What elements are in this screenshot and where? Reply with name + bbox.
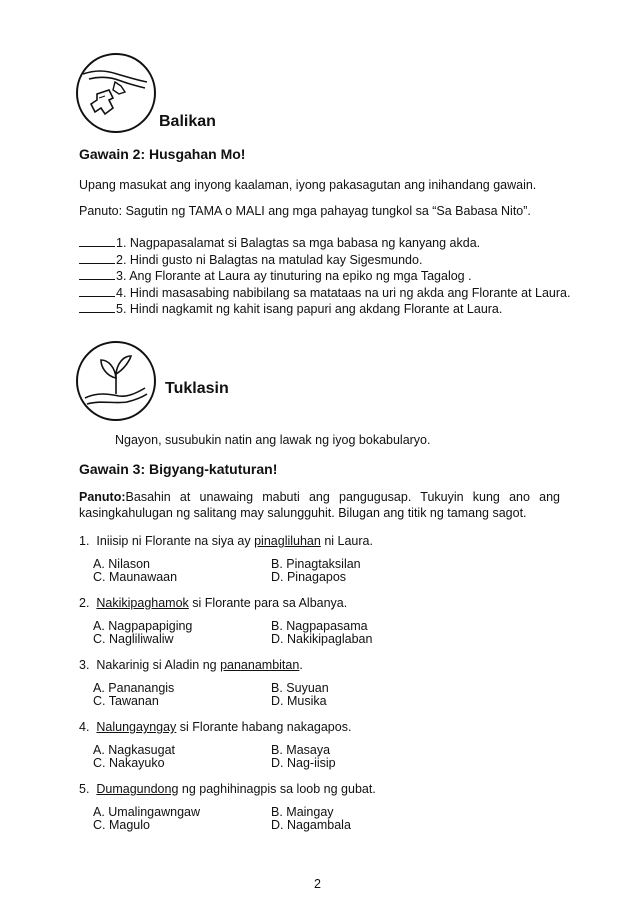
- choice-c[interactable]: C. Maunawaan: [93, 570, 178, 584]
- choice-d[interactable]: D. Nag-iisip: [271, 756, 336, 770]
- tuklasin-intro: Ngayon, susubukin natin ang lawak ng iyog bokabularyo.: [115, 433, 431, 447]
- choice-a[interactable]: A. Nagkasugat: [93, 743, 175, 757]
- statement-item: 4. Hindi masasabing nabibilang sa matataas na uri ng akda ang Florante at Laura.: [79, 285, 570, 302]
- statement-item: 3. Ang Florante at Laura ay tinuturing na epiko ng mga Tagalog .: [79, 268, 570, 285]
- statement-list: [79, 235, 570, 318]
- choice-a[interactable]: A. Nilason: [93, 557, 150, 571]
- gawain-2-title: Gawain 2: Husgahan Mo!: [79, 146, 246, 162]
- question-4: 4. Nalungayngay si Florante habang nakagapos.: [79, 720, 352, 734]
- gawain-3-title: Gawain 3: Bigyang-katuturan!: [79, 461, 278, 477]
- choice-b[interactable]: B. Masaya: [271, 743, 331, 757]
- answer-blank[interactable]: [79, 235, 115, 247]
- balikan-title: Balikan: [159, 113, 216, 130]
- underlined-word: Nakikipaghamok: [96, 596, 189, 610]
- choice-d[interactable]: D. Pinagapos: [271, 570, 347, 584]
- question-5: 5. Dumagundong ng paghihinagpis sa loob ng gubat.: [79, 782, 376, 796]
- underlined-word: Nalungayngay: [96, 720, 177, 734]
- choice-b[interactable]: B. Maingay: [271, 805, 334, 819]
- seedling-hand-icon: [75, 340, 157, 422]
- page-number: 2: [314, 877, 321, 891]
- balikan-intro: Upang masukat ang inyong kaalaman, iyong pakasagutan ang inihandang gawain.: [79, 178, 537, 192]
- underlined-word: Dumagundong: [96, 782, 179, 796]
- choice-d[interactable]: D. Nagambala: [271, 818, 351, 832]
- answer-blank[interactable]: [79, 252, 115, 264]
- statement-item: 2. Hindi gusto ni Balagtas na matulad kay Sigesmundo.: [79, 252, 570, 269]
- question-2: 2. Nakikipaghamok si Florante para sa Albanya.: [79, 596, 348, 610]
- choice-b[interactable]: B. Nagpapasama: [271, 619, 368, 633]
- choice-b[interactable]: B. Suyuan: [271, 681, 329, 695]
- choice-d[interactable]: D. Nakikipaglaban: [271, 632, 373, 646]
- choice-c[interactable]: C. Nagliliwaliw: [93, 632, 174, 646]
- answer-blank[interactable]: [79, 268, 115, 280]
- choice-a[interactable]: A. Umalingawngaw: [93, 805, 200, 819]
- underlined-word: pinagliluhan: [254, 534, 321, 548]
- puzzle-hand-icon: [75, 52, 157, 134]
- question-1: 1. Iniisip ni Florante na siya ay pinagliluhan ni Laura.: [79, 534, 373, 548]
- choice-a[interactable]: A. Pananangis: [93, 681, 175, 695]
- choice-a[interactable]: A. Nagpapapiging: [93, 619, 193, 633]
- tuklasin-title: Tuklasin: [165, 380, 229, 397]
- choice-c[interactable]: C. Tawanan: [93, 694, 159, 708]
- choice-d[interactable]: D. Musika: [271, 694, 327, 708]
- choice-c[interactable]: C. Magulo: [93, 818, 150, 832]
- statement-item: 1. Nagpapasalamat si Balagtas sa mga babasa ng kanyang akda.: [79, 235, 570, 252]
- tuklasin-panuto-line1: Panuto:Basahin at unawaing mabuti ang pangugusap. Tukuyin kung ano ang: [79, 490, 560, 504]
- balikan-panuto: Panuto: Sagutin ng TAMA o MALI ang mga pahayag tungkol sa “Sa Babasa Nito”.: [79, 204, 531, 218]
- panuto-label: Panuto:: [79, 490, 126, 504]
- underlined-word: pananambitan: [220, 658, 300, 672]
- question-3: 3. Nakarinig si Aladin ng pananambitan.: [79, 658, 303, 672]
- statement-item: 5. Hindi nagkamit ng kahit isang papuri ang akdang Florante at Laura.: [79, 301, 570, 318]
- choice-b[interactable]: B. Pinagtaksilan: [271, 557, 361, 571]
- tuklasin-panuto-line2: kasingkahulugan ng salitang may salungguhit. Bilugan ang titik ng tamang sagot.: [79, 506, 527, 520]
- choice-c[interactable]: C. Nakayuko: [93, 756, 165, 770]
- answer-blank[interactable]: [79, 285, 115, 297]
- answer-blank[interactable]: [79, 301, 115, 313]
